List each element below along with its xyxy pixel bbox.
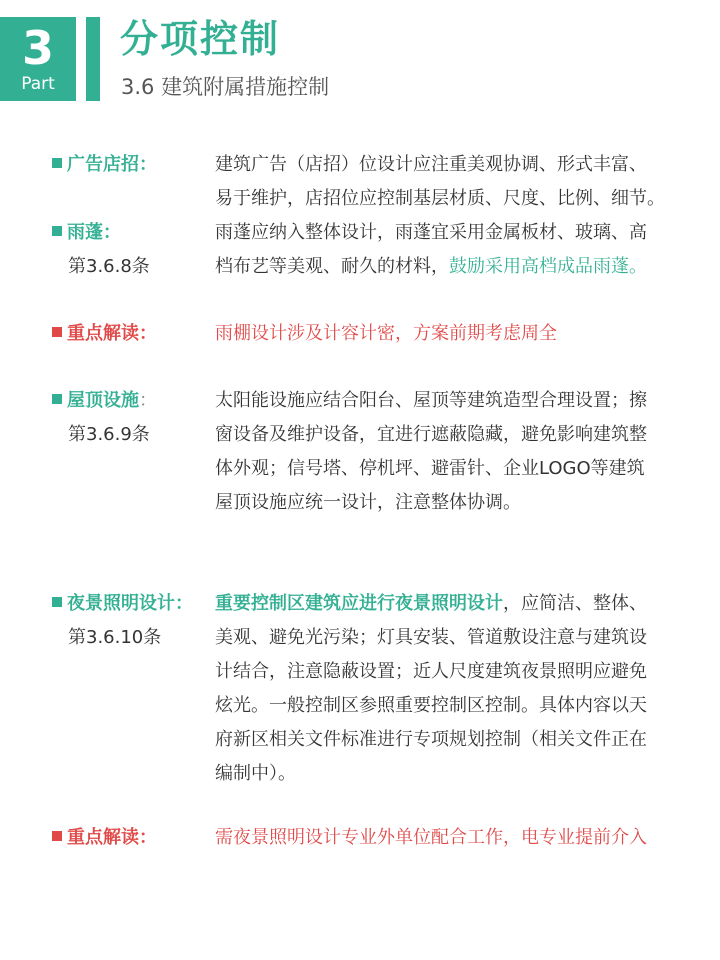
section-body: [215, 216, 680, 284]
part-number: 3: [21, 21, 54, 75]
section-label: 屋顶设施：: [52, 384, 157, 418]
bullet-square-icon: [52, 831, 62, 841]
body-line: 体外观；信号塔、停机坪、避雷针、企业LOGO等建筑: [215, 458, 645, 479]
body-line: 档布艺等美观、耐久的材料，鼓励采用高档成品雨蓬。: [215, 256, 647, 277]
highlight-text: 重要控制区建筑应进行夜景照明设计: [215, 593, 503, 614]
bullet-square-icon: [52, 394, 62, 404]
body-line: 太阳能设施应结合阳台、屋顶等建筑造型合理设置；擦: [215, 390, 647, 411]
section-label: 雨蓬：: [52, 216, 121, 250]
body-line: 易于维护，店招位应控制基层材质、尺度、比例、细节。: [215, 188, 665, 209]
bullet-square-icon: [52, 597, 62, 607]
section-label: 重点解读：: [52, 821, 157, 855]
bullet-square-icon: [52, 158, 62, 168]
clause-ref: 第3.6.9条: [68, 424, 150, 445]
section-body: [215, 384, 680, 520]
title-accent-bar: [86, 17, 100, 101]
body-line: 建筑广告（店招）位设计应注重美观协调、形式丰富、: [215, 154, 647, 175]
body-line: 编制中）。: [215, 763, 296, 784]
section-body: [215, 317, 680, 351]
section-label: 重点解读：: [52, 317, 157, 351]
clause-ref: 第3.6.8条: [68, 256, 150, 277]
body-line: 府新区相关文件标准进行专项规划控制（相关文件正在: [215, 729, 647, 750]
bullet-square-icon: [52, 327, 62, 337]
section-body: [215, 821, 680, 855]
body-line: 重要控制区建筑应进行夜景照明设计，应简洁、整体、: [215, 593, 647, 614]
body-line: 需夜景照明设计专业外单位配合工作，电专业提前介入: [215, 827, 647, 848]
section-body: [215, 587, 680, 791]
clause-ref: 第3.6.10条: [68, 627, 162, 648]
page-title: 分项控制: [120, 17, 281, 61]
part-badge: [0, 17, 76, 101]
section-label: 广告店招：: [52, 148, 157, 182]
body-line: 窗设备及维护设备，宜进行遮蔽隐藏，避免影响建筑整: [215, 424, 647, 445]
bullet-square-icon: [52, 226, 62, 236]
body-line: 炫光。一般控制区参照重要控制区控制。具体内容以天: [215, 695, 647, 716]
highlight-text: 鼓励采用高档成品雨蓬。: [449, 256, 647, 277]
part-word: Part: [21, 74, 55, 94]
section-body: [215, 148, 680, 216]
body-line: 屋顶设施应统一设计，注意整体协调。: [215, 492, 521, 513]
body-line: 雨蓬应纳入整体设计，雨蓬宜采用金属板材、玻璃、高: [215, 222, 647, 243]
section-label: 夜景照明设计：: [52, 587, 193, 621]
body-line: 计结合，注意隐蔽设置；近人尺度建筑夜景照明应避免: [215, 661, 647, 682]
page-subtitle: 3.6 建筑附属措施控制: [121, 75, 330, 99]
body-line: 美观、避免光污染；灯具安装、管道敷设注意与建筑设: [215, 627, 647, 648]
body-line: 雨棚设计涉及计容计密，方案前期考虑周全: [215, 323, 557, 344]
